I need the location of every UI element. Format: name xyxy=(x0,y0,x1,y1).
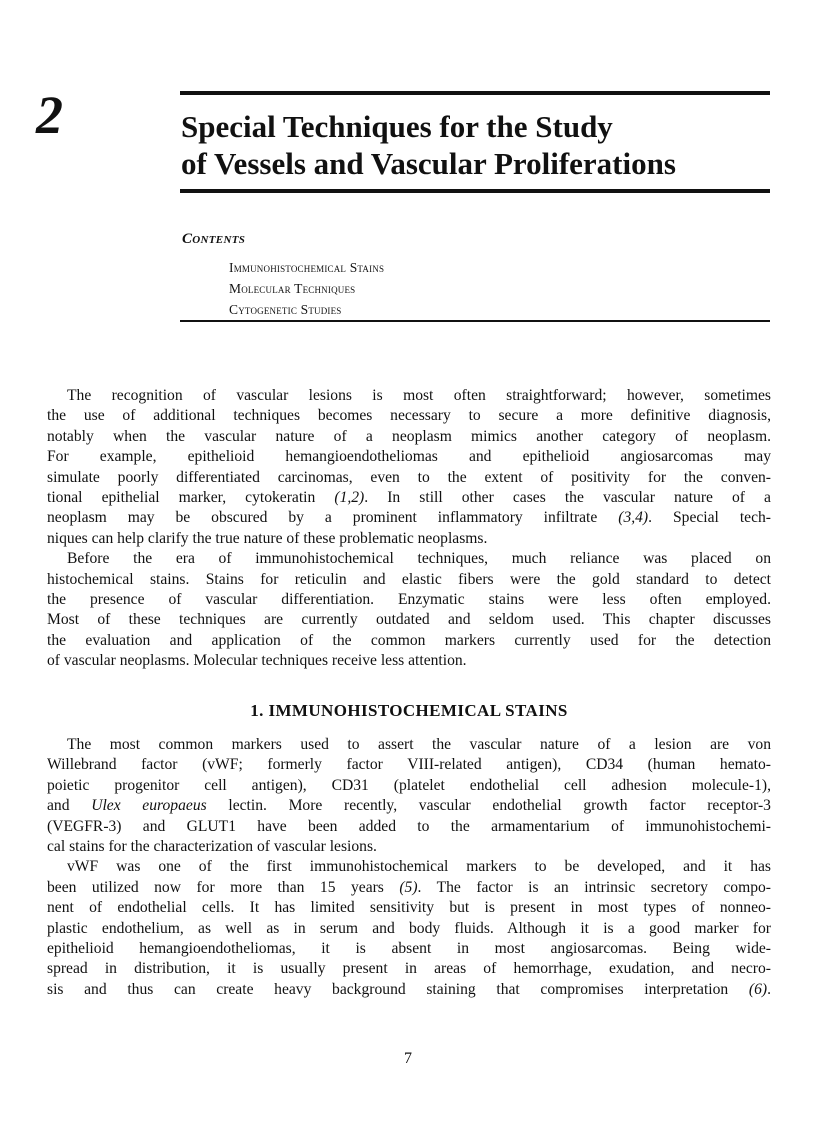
text-line: the evaluation and application of the common markers currently used for the detection xyxy=(47,631,771,649)
text-line: notably when the vascular nature of a neoplasm mimics another category of neoplasm. xyxy=(47,427,771,445)
text-line: Willebrand factor (vWF; formerly factor VIII-related antigen), CD34 (human hemato- xyxy=(47,756,771,774)
text-line xyxy=(47,508,771,528)
text-run: and xyxy=(47,797,92,815)
text-line: vWF was one of the first immunohistochemical markers to be developed, and it has xyxy=(67,858,771,876)
text-line: histochemical stains. Stains for reticulin and elastic fibers were the gold standard to detect xyxy=(47,570,771,588)
text-line: the use of additional techniques becomes necessary to secure a more definitive diagnosis, xyxy=(47,407,771,425)
text-line: nent of endothelial cells. It has limited sensitivity but is present in most types of nonneo- xyxy=(47,899,771,917)
page-number: 7 xyxy=(404,1050,412,1067)
text-line: For example, epithelioid hemangioendotheliomas and epithelioid angiosarcomas may xyxy=(47,448,771,466)
citation: (6) xyxy=(748,980,768,998)
text-line: of vascular neoplasms. Molecular techniques receive less attention. xyxy=(47,652,467,670)
text-run: been utilized now for more than 15 years xyxy=(47,878,400,896)
contents-item: Immunohistochemical Stains xyxy=(229,260,385,275)
text-run: neoplasm may be obscured by a prominent inflammatory infiltrate xyxy=(47,509,619,527)
text-line xyxy=(47,488,771,508)
text-run: . The factor is an intrinsic secretory compo- xyxy=(417,878,772,896)
text-line: (VEGFR-3) and GLUT1 have been added to the armamentarium of immunohistochemi- xyxy=(47,817,771,835)
text-run: . Special tech- xyxy=(648,509,771,527)
text-run: tional epithelial marker, cytokeratin xyxy=(47,489,335,507)
text-line: The recognition of vascular lesions is most often straightforward; however, sometimes xyxy=(67,387,771,404)
section-1-paragraphs xyxy=(47,735,771,1000)
text-line: Most of these techniques are currently outdated and seldom used. This chapter discusses xyxy=(47,611,771,629)
text-run: . In still other cases the vascular nature of a xyxy=(364,489,771,507)
text-line: cal stains for the characterization of vascular lesions. xyxy=(47,838,377,856)
contents-item: Molecular Techniques xyxy=(229,281,356,296)
text-line xyxy=(47,980,771,1000)
text-line xyxy=(47,878,771,898)
citation: (1,2) xyxy=(334,489,365,507)
contents-heading: Contents xyxy=(182,231,246,247)
citation: (5) xyxy=(399,878,418,896)
text-run: sis and thus can create heavy background staining that compromises interpretation xyxy=(47,980,749,998)
top-rule xyxy=(180,91,770,95)
text-line: plastic endothelium, as well as in serum and body fluids. Although it is a good marker for xyxy=(47,919,771,937)
text-run: lectin. More recently, vascular endothelial growth factor receptor-3 xyxy=(206,797,771,815)
text-line: epithelioid hemangioendotheliomas, it is absent in most angiosarcomas. Being wide- xyxy=(47,940,771,958)
text-line: simulate poorly differentiated carcinomas, even to the extent of positivity for the conven- xyxy=(47,468,771,486)
text-line: poietic progenitor cell antigen), CD31 (platelet endothelial cell adhesion molecule-1), xyxy=(47,776,771,794)
text-line: spread in distribution, it is usually present in areas of hemorrhage, exudation, and necro- xyxy=(47,960,771,978)
chapter-title-line-2: of Vessels and Vascular Proliferations xyxy=(181,146,676,181)
text-line xyxy=(47,796,771,816)
section-heading xyxy=(47,701,771,721)
text-line: The most common markers used to assert the vascular nature of a lesion are von xyxy=(67,736,771,753)
title-rule xyxy=(180,189,770,193)
contents-rule xyxy=(180,320,770,322)
chapter-title xyxy=(181,108,781,182)
text-line: the presence of vascular differentiation. Enzymatic stains were less often employed. xyxy=(47,591,771,609)
intro-paragraphs xyxy=(47,386,771,672)
section-heading-text: 1. IMMUNOHISTOCHEMICAL STAINS xyxy=(250,701,568,720)
contents-item: Cytogenetic Studies xyxy=(229,302,342,317)
text-run: . xyxy=(767,980,771,998)
contents-list xyxy=(229,257,384,320)
species-name: Ulex europaeus xyxy=(91,797,207,815)
chapter-number: 2 xyxy=(36,85,63,145)
text-line: niques can help clarify the true nature of these problematic neoplasms. xyxy=(47,529,488,547)
chapter-title-line-1: Special Techniques for the Study xyxy=(181,109,613,144)
text-line: Before the era of immunohistochemical techniques, much reliance was placed on xyxy=(67,550,771,568)
citation: (3,4) xyxy=(618,509,649,527)
